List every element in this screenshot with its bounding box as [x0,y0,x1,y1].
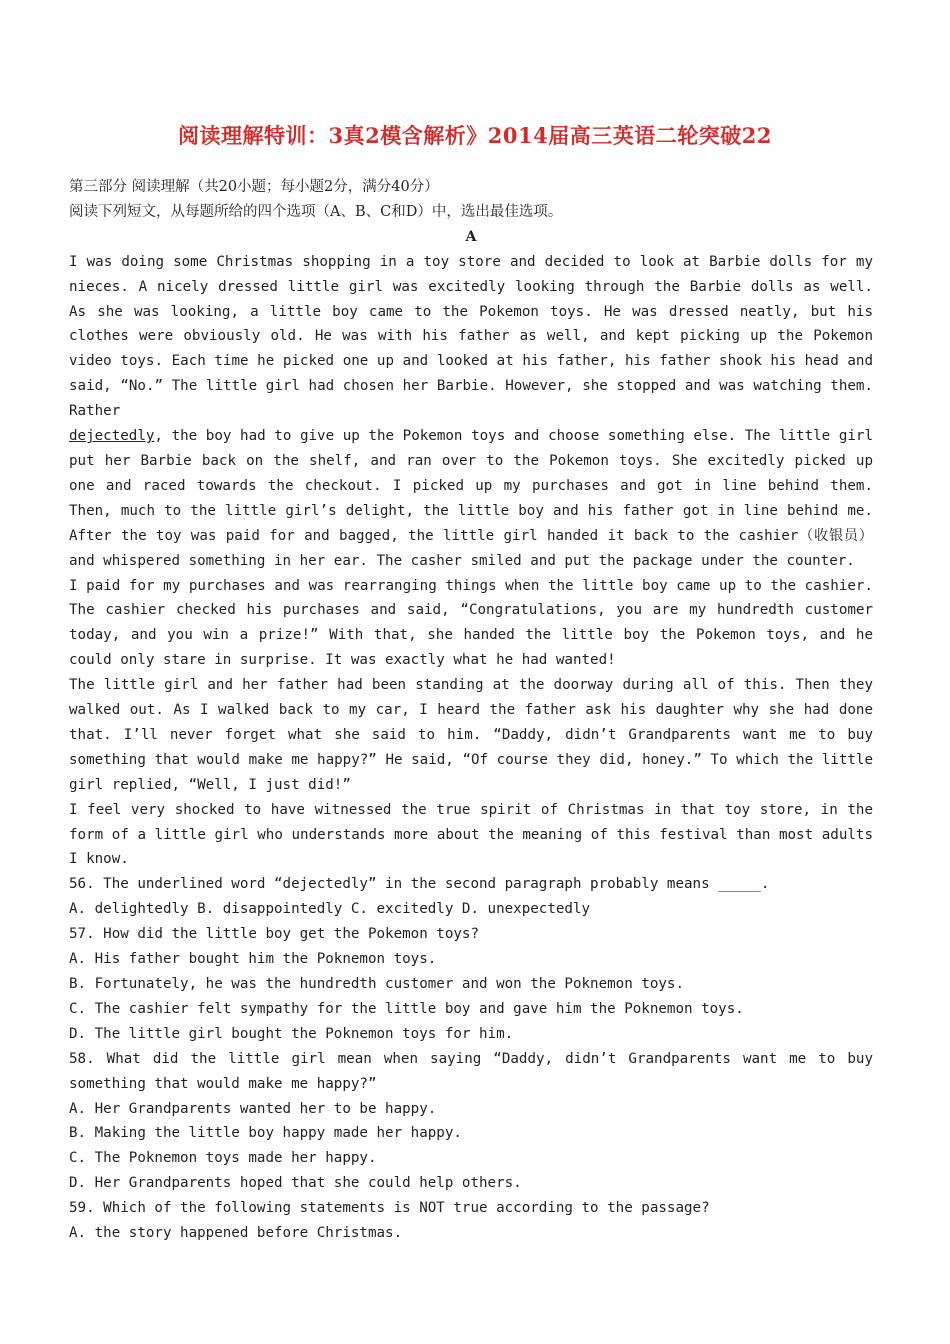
document-title: 阅读理解特训：3真2模含解析》2014届高三英语二轮突破22 [178,123,772,148]
paragraph-1 [69,250,873,574]
instructions: 阅读下列短文，从每题所给的四个选项（A、B、C和D）中，选出最佳选项。 [69,203,563,220]
question-58-option-d: D. Her Grandparents hoped that she could help others. [69,1175,522,1192]
question-57-option-c: C. The cashier felt sympathy for the little boy and gave him the Poknemon toys. [69,1000,744,1017]
question-57: 57. How did the little boy get the Pokemon toys? [69,926,479,943]
paragraph-2: I paid for my purchases and was rearranging things when the little boy came up to the cashier. The cashier checked his purchases and said, “Congratulations, you are my hundredth customer today, and you win a prize!” With that, she handed the little boy the Pokemon toys, and he could only stare in surprise. It was exactly what he had wanted! [69,577,873,669]
paragraph-3: The little girl and her father had been standing at the doorway during all of this. Then they walked out. As I walked back to my car, I heard the father ask his daughter why she had done that. I’ll never forget what she said to him. “Daddy, didn’t Grandparents want me to buy something that would make me happy?” He said, “Of course they did, honey.” To which the little girl replied, “Well, I just did!” [69,677,873,793]
question-58-option-b: B. Making the little boy happy made her happy. [69,1125,462,1142]
underlined-word: dejectedly [69,428,155,445]
question-56-options: A. delightedly B. disappointedly C. excitedly D. unexpectedly [69,901,591,918]
question-59: 59. Which of the following statements is NOT true according to the passage? [69,1200,710,1217]
question-58-option-a: A. Her Grandparents wanted her to be happy. [69,1100,437,1117]
paragraph-4: I feel very shocked to have witnessed the true spirit of Christmas in that toy store, in the form of a little girl who understands more about the meaning of this festival than most adults I know. [69,801,873,868]
question-59-option-a: A. the story happened before Christmas. [69,1225,403,1242]
question-57-option-d: D. The little girl bought the Poknemon toys for him. [69,1025,514,1042]
question-56: 56. The underlined word “dejectedly” in the second paragraph probably means _____. [69,876,770,893]
question-58-option-c: C. The Poknemon toys made her happy. [69,1150,377,1167]
section-heading: 第三部分 阅读理解（共20小题；每小题2分，满分40分） [69,179,439,195]
paragraph-1-continued: , the boy had to give up the Pokemon toys and choose something else. The little girl put her Barbie back on the shelf, and ran over to the Pokemon toys. She excitedly picked up one and raced towards the checkout. I picked up my purchases and got in line behind them. Then, much to the little girl’s delight, the little boy and his father got in line behind me. After the toy was paid for and bagged, the little girl handed it back to the cashier（收银员）and whispered something in her ear. The casher smiled and put the package under the counter. [69,428,873,569]
paragraph-1-text: I was doing some Christmas shopping in a toy store and decided to look at Barbie dolls for my nieces. A nicely dressed little girl was excitedly looking through the Barbie dolls as well. As she was looking, a little boy came to the Pokemon toys. He was dressed neatly, but his clothes were obviously old. He was with his father as well, and kept picking up the Pokemon video toys. Each time he picked one up and looked at his father, his father shook his head and said, “No.” The little girl had chosen her Barbie. However, she stopped and was watching them. Rather [69,253,873,420]
question-57-option-b: B. Fortunately, he was the hundredth customer and won the Poknemon toys. [69,976,684,992]
passage-label: A [465,228,477,245]
question-57-option-a: A. His father bought him the Poknemon toys. [69,951,437,968]
document-body [69,175,873,1246]
question-58: 58. What did the little girl mean when saying “Daddy, didn’t Grandparents want me to buy something that would make me happy?” [69,1050,873,1092]
